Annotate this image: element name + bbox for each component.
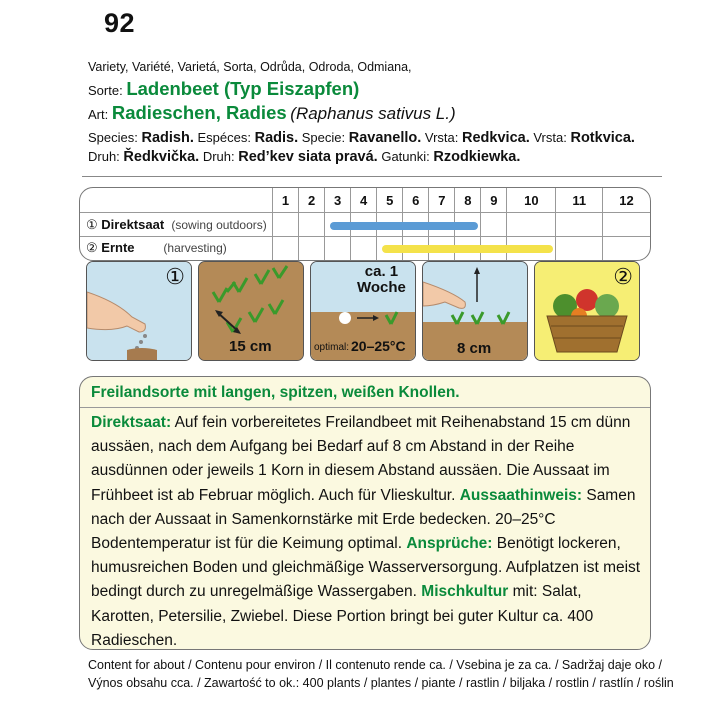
packet-number: 92	[104, 8, 136, 38]
month-cell: 2	[299, 188, 325, 213]
segment-keyword: Ansprüche:	[406, 535, 493, 553]
month-cell: 12	[603, 188, 650, 213]
footer-line-2: Výnos obsahu cca. / Zawartość to ok.: 400 plants / plantes / piante / rastlin / biljaka / rostlin / rastlín / roślin	[88, 676, 674, 690]
species-value: Redkvica.	[462, 130, 530, 146]
sowing-pictogram	[86, 261, 192, 361]
description-box	[79, 376, 651, 650]
sorte-line	[88, 78, 359, 100]
species-value: Rotkvica.	[570, 130, 635, 146]
temp-label: optimal:	[314, 342, 350, 353]
germination-time-text: ca. 1 Woche	[357, 263, 406, 296]
species-value: Ravanello.	[348, 130, 422, 146]
art-label: Art:	[88, 107, 109, 122]
thinning-pictogram	[422, 261, 528, 361]
druh-value: Rzodkiewka.	[433, 149, 521, 165]
harvest-pictogram	[534, 261, 640, 361]
druh-value: Red’kev siata pravá.	[238, 149, 378, 165]
druh-label: Druh:	[202, 149, 235, 164]
description-body	[91, 411, 641, 653]
segment-keyword: Mischkultur	[421, 583, 509, 601]
harvest-marker-icon: ②	[86, 240, 98, 256]
druh-label: Gatunki:	[381, 149, 430, 164]
month-cell: 8	[455, 188, 481, 213]
month-cell: 10	[507, 188, 556, 213]
harvest-period-bar	[382, 245, 553, 253]
footer-line-1: Content for about / Contenu pour environ / Il contenuto rende ca. / Vsebina je za ca. / Sadržaj daje oko /	[88, 658, 662, 672]
segment-text: Samen nach der Aussaat in Samenkornstärke mit Erde bedecken. 20–25°C Bodentemperatur ist für die Keimung optimal.	[91, 486, 636, 553]
month-cell: 9	[481, 188, 507, 213]
plant-spacing-text: 8 cm	[457, 340, 492, 357]
species-label: Vrsta:	[424, 130, 459, 145]
species-value: Radish.	[141, 130, 194, 146]
germination-pictogram	[310, 261, 416, 361]
sowing-period-bar	[330, 222, 478, 230]
species-label: Specie:	[301, 130, 346, 145]
sorte-label: Sorte:	[88, 83, 123, 98]
species-value: Radis.	[254, 130, 299, 146]
art-value: Radieschen, Radies	[111, 102, 287, 123]
month-cell: 6	[403, 188, 429, 213]
variety-label-line: Variety, Variété, Varietá, Sorta, Odrůda, Odroda, Odmiana,	[88, 60, 412, 74]
harvest-name: Ernte	[101, 240, 135, 256]
species-label: Species:	[88, 130, 138, 145]
segment-text: Benötigt lockeren, humusreichen Boden und gleichmäßige Wasserversorgung. Aufplatzen ist meist bedingt durch zu unregelmäßige Wassergaben.	[91, 535, 641, 601]
art-line	[88, 102, 456, 124]
header-divider	[82, 176, 662, 177]
step2-marker-icon: ②	[613, 264, 633, 289]
month-cell: 4	[351, 188, 377, 213]
art-latin-name: (Raphanus sativus L.)	[290, 104, 456, 123]
species-label: Vrsta:	[533, 130, 567, 145]
month-cell: 3	[325, 188, 351, 213]
calendar-row-sowing-label	[80, 213, 273, 237]
species-line	[88, 130, 635, 146]
description-heading: Freilandsorte mit langen, spitzen, weißen Knollen.	[91, 384, 460, 401]
calendar-table	[79, 187, 651, 261]
segment-text: Auf fein vorbereitetes Freilandbeet mit Reihenabstand 15 cm dünn aussäen, nach dem Aufgang bei Bedarf auf 8 cm Abstand in der Reihe ausdünnen oder jeweils 1 Korn in diesem Abstand aussäen. Die Aussaat im Frühbeet ist ab Februar möglich. Auch für Vlieskultur.	[91, 414, 631, 504]
sowing-marker-icon: ①	[86, 216, 98, 232]
segment-text: mit: Salat, Karotten, Petersilie, Zwiebel. Diese Portion bringt bei guter Kultur ca. 400 Radieschen.	[91, 583, 594, 649]
temp-value: 20–25°C	[351, 338, 406, 354]
calendar-row-harvest-label	[80, 236, 273, 260]
row-spacing-pictogram	[198, 261, 304, 361]
druh-value: Ředkvička.	[123, 149, 200, 165]
sowing-name: Direktsaat	[101, 216, 165, 232]
month-cell: 11	[556, 188, 603, 213]
month-cell: 5	[377, 188, 403, 213]
month-cell: 7	[429, 188, 455, 213]
row-spacing-text: 15 cm	[229, 338, 272, 355]
description-divider	[80, 407, 650, 408]
segment-keyword: Aussaathinweis:	[459, 486, 583, 504]
harvest-note: (harvesting)	[163, 241, 227, 256]
sorte-value: Ladenbeet (Typ Eiszapfen)	[126, 78, 360, 99]
species-label: Espéces:	[197, 130, 251, 145]
segment-keyword: Direktsaat:	[91, 414, 172, 431]
druh-line	[88, 149, 520, 165]
step1-marker-icon: ①	[165, 264, 185, 289]
sowing-note: (sowing outdoors)	[171, 217, 267, 232]
druh-label: Druh:	[88, 149, 120, 164]
month-cell: 1	[273, 188, 299, 213]
